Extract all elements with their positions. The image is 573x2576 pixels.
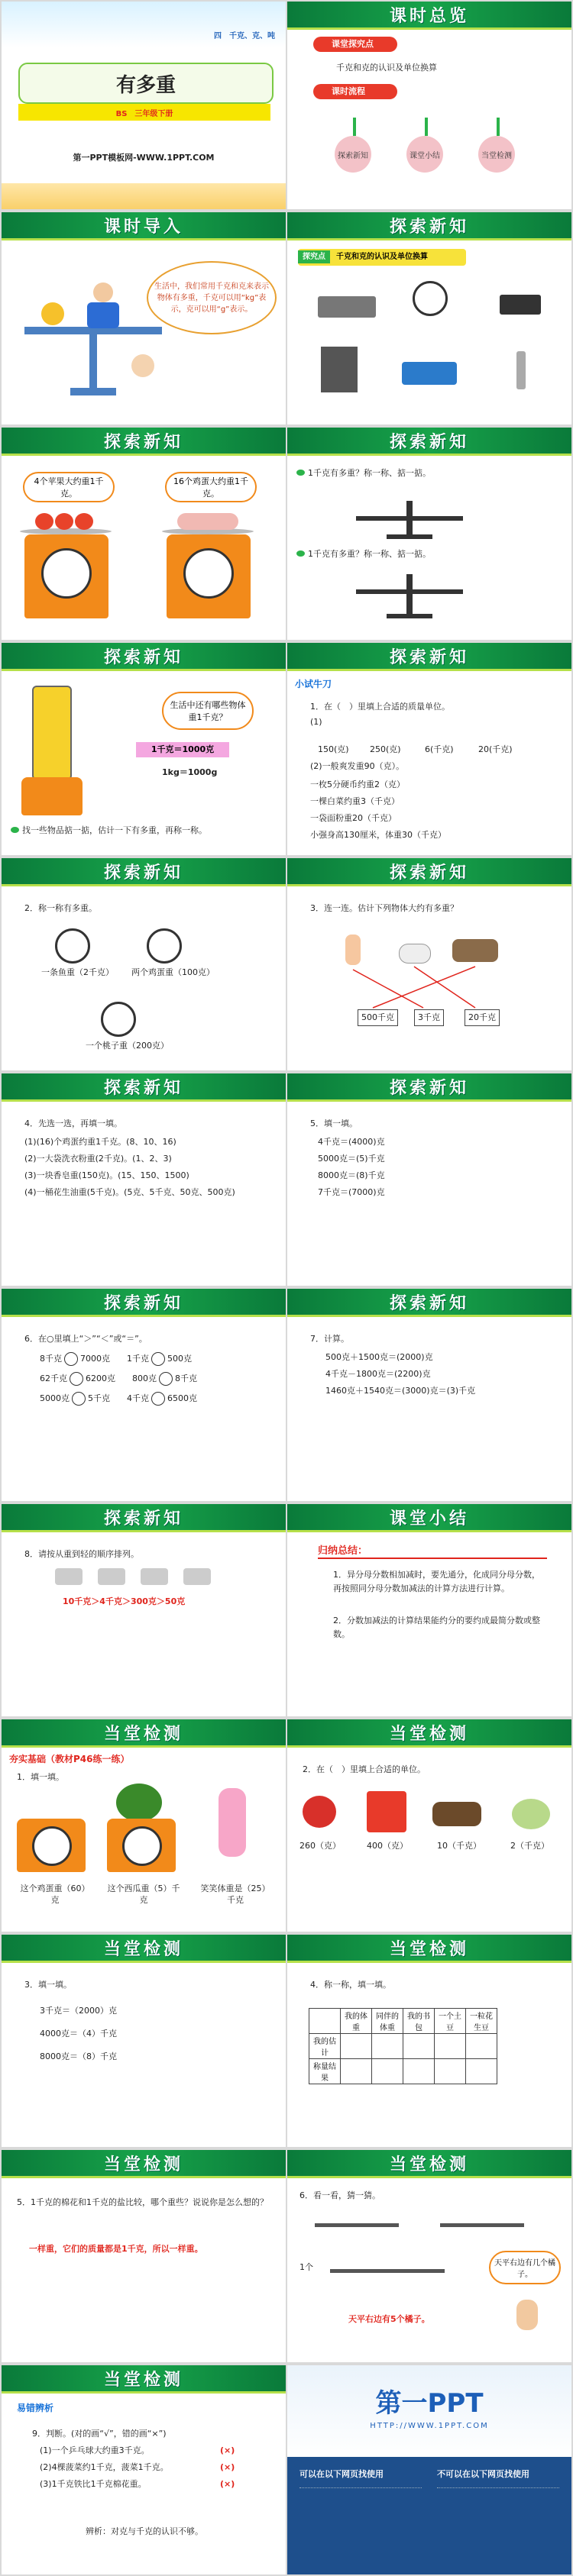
melon-dial: [122, 1826, 162, 1866]
slide-practice-3: [287, 858, 571, 1070]
section-head: 夯实基础（教材P46练一练）: [9, 1754, 130, 1764]
weight-table: [309, 2008, 497, 2084]
flag-1: [353, 118, 356, 136]
balance-pillar: [89, 334, 97, 388]
balance-2: [440, 2223, 524, 2227]
slide-header: 当堂检测: [287, 1719, 571, 1748]
row-label: 称量结果: [309, 2059, 341, 2084]
unit-label: 四 千克、克、吨: [214, 32, 275, 40]
flow-step-3: 当堂检测: [478, 136, 515, 173]
line-1: 3千克＝（2000）克: [40, 2006, 117, 2016]
slide-header: 当堂检测: [287, 2150, 571, 2178]
question: 3．连一连。估计下列物体大约有多重？: [310, 903, 458, 913]
girl: [219, 1788, 246, 1857]
footer-text: 第一PPT模板网-WWW.1PPT.COM: [73, 153, 215, 163]
slide-header: 探索新知: [287, 1073, 571, 1102]
slide-ad: [287, 2365, 571, 2574]
answer: 一样重，它们的质量都是1千克，所以一样重。: [29, 2244, 203, 2254]
table-header: 一个土豆: [435, 2009, 466, 2034]
line-3: (3)一块香皂重(150克)。(15、150、1500): [24, 1170, 189, 1180]
compare-row-2: 62千克 6200克 800克 8千克: [40, 1371, 197, 1386]
balance-2-pillar: [406, 574, 413, 617]
slide-practice-5: [287, 1073, 571, 1286]
slide-practice-7: [287, 1289, 571, 1501]
apple: [303, 1796, 336, 1828]
section-head: 小试牛刀: [295, 679, 332, 689]
bubble-apples: 4个苹果大约重1千克。: [23, 472, 115, 502]
bubble-guess: 天平右边有几个橘子。: [489, 2251, 561, 2284]
detergent-bag: [367, 1791, 406, 1832]
table-row: [309, 2059, 497, 2084]
egg-dial: [32, 1826, 72, 1866]
summary-rule: [318, 1558, 547, 1559]
statement-1: (1)一个乒乓球大约重3千克。: [40, 2445, 150, 2455]
answer: 天平右边有5个橘子。: [348, 2314, 430, 2324]
oil-scale: [21, 777, 83, 815]
page-title: 有多重: [115, 73, 176, 97]
slide-practice-1: [287, 643, 571, 855]
flag-3: [497, 118, 500, 136]
speech-bubble: 生活中，我们常用千克和克来表示物体有多重，千克可以用“kg”表示，克可以用“g”表示。: [147, 261, 277, 334]
caption-egg: 这个鸡蛋重（60）克: [20, 1884, 90, 1905]
line-4: 小强身高130厘米，体重30（千克）: [310, 830, 446, 840]
platform-scale: [321, 347, 358, 392]
table-row: [309, 2034, 497, 2059]
line-3: 一袋面粉重20（千克）: [310, 813, 397, 823]
item-weight-3: [141, 1568, 168, 1585]
link-list-right: [437, 2487, 559, 2557]
mark-1: (×): [220, 2445, 235, 2455]
watermelon: [116, 1784, 162, 1822]
slide-practice-6: [2, 1289, 286, 1501]
value-3: 10（千克）: [437, 1841, 481, 1851]
item-weight-1: [55, 1568, 83, 1585]
item-2: 250(克): [370, 744, 401, 754]
oil-bottle: [32, 686, 72, 780]
line-3: 8000克＝(8)千克: [318, 1170, 385, 1180]
question: 4．先选一选，再填一填。: [24, 1119, 122, 1128]
table-header: [309, 2009, 341, 2034]
eggs: [177, 513, 238, 530]
slide-header: 当堂检测: [2, 2365, 286, 2394]
line-4: (4)一桶花生油重(5千克)。(5克、5千克、50克、500克): [24, 1187, 235, 1197]
apple: [75, 513, 93, 530]
statement-3: (3)1千克铁比1千克棉花重。: [40, 2479, 147, 2489]
slide-test-2: [287, 1719, 571, 1932]
egg-scale: [147, 928, 182, 964]
cabbage: [512, 1799, 550, 1829]
dial-left: [41, 548, 92, 599]
summary-point-1: 1．异分母分数相加减时，要先通分，化成同分母分数，再按照同分母分数加减法的计算方法进行计算。: [333, 1570, 540, 1593]
balance-1-base: [387, 534, 432, 539]
slide-header: 探索新知: [2, 1073, 286, 1102]
value-1: 260（克）: [299, 1841, 341, 1851]
line-4: 7千克＝(7000)克: [318, 1187, 385, 1197]
question: 4．称一称，填一填。: [310, 1980, 391, 1990]
flag-2: [425, 118, 428, 136]
line-1: 一枚5分硬币约重2（克）: [310, 780, 405, 789]
dial-right: [183, 548, 234, 599]
slide-header: 当堂检测: [2, 1935, 286, 1963]
mark-2: (×): [220, 2462, 235, 2472]
line-1: 4千克＝(4000)克: [318, 1137, 385, 1147]
caption-melon: 这个西瓜重（5）千克: [107, 1884, 180, 1905]
slide-header: 课时导入: [2, 212, 286, 240]
one-label: 1个: [299, 2262, 313, 2272]
table-header: 我的书包: [403, 2009, 435, 2034]
label-fish: 一条鱼重（2千克）: [41, 967, 114, 977]
row-label: 我的估计: [309, 2034, 341, 2059]
table-header: 一粒花生豆: [466, 2009, 497, 2034]
title-box: [18, 63, 274, 104]
grandpa-head: [131, 354, 154, 377]
line-3: 1460克＋1540克＝(3000)克＝(3)千克: [325, 1386, 476, 1396]
boy-head: [93, 282, 113, 302]
balance-3: [330, 2269, 445, 2273]
line-2: (2)一大袋洗衣粉重(2千克)。(1、2、3): [24, 1154, 172, 1164]
weight-2: 3千克: [414, 1009, 444, 1026]
hanging-scale: [516, 351, 526, 389]
line-2: 一棵白菜约重3（千克）: [310, 796, 400, 806]
pan-balance: [402, 362, 457, 385]
question: 找一些物品掂一掂，估计一下有多重，再称一称。: [11, 823, 207, 838]
line-1: (1)(16)个鸡蛋约重1千克。(8、10、16): [24, 1137, 176, 1147]
section-1-text: 千克和克的认识及单位换算: [336, 63, 437, 73]
electronic-scale: [318, 296, 376, 318]
weight-1: 500千克: [358, 1009, 398, 1026]
summary-point-2: 2．分数加减法的计算结果能约分的要约成最简分数或整数。: [333, 1616, 540, 1639]
slide-explore-4: [2, 643, 286, 855]
slide-test-6: [287, 2150, 571, 2362]
chick: [41, 302, 64, 325]
slide-explore-2: [2, 428, 286, 640]
question: 1．填一填。: [17, 1772, 64, 1782]
slide-header: 当堂检测: [2, 2150, 286, 2178]
slide-header: 探索新知: [2, 428, 286, 456]
slide-header: 当堂检测: [2, 1719, 286, 1748]
slide-header: 探索新知: [2, 1289, 286, 1317]
question-1b: 1千克有多重？称一称、掂一掂。: [296, 547, 431, 562]
item-3: 6(千克): [425, 744, 454, 754]
flow-step-1: 探索新知: [335, 136, 371, 173]
slide-header: 探索新知: [2, 858, 286, 886]
slide-test-1: [2, 1719, 286, 1932]
section-1-badge: 课堂探究点: [313, 37, 397, 52]
value-2: 400（克）: [367, 1841, 408, 1851]
dog: [432, 1802, 481, 1826]
fish-scale: [55, 928, 90, 964]
line-2: 4000克＝（4）千克: [40, 2029, 117, 2039]
question: 5．1千克的棉花和1千克的盐比较，哪个重些？说说你是怎么想的？: [17, 2197, 268, 2207]
slide-practice-8: [2, 1504, 286, 1716]
slide-header: 探索新知: [287, 643, 571, 671]
slide-header: 探索新知: [287, 1289, 571, 1317]
ground: [2, 183, 286, 209]
label-eggs: 两个鸡蛋重（100克）: [131, 967, 215, 977]
balance-1: [315, 2223, 399, 2227]
question: 5．填一填。: [310, 1119, 358, 1128]
question: 7．计算。: [310, 1334, 349, 1344]
slide-header: 当堂检测: [287, 1935, 571, 1963]
slide-summary: [287, 1504, 571, 1716]
item-4: 20(千克): [478, 744, 513, 754]
slide-header: 探索新知: [2, 643, 286, 671]
table-header: 同伴的体重: [372, 2009, 403, 2034]
usage-not-allowed: 不可以在以下网页找使用: [437, 2469, 529, 2479]
child: [516, 2300, 538, 2330]
label-peach: 一个桃子重（200克）: [86, 1041, 169, 1051]
slide-overview: [287, 2, 571, 209]
statement-2: (2)4棵菠菜约1千克，菠菜1千克。: [40, 2462, 169, 2472]
balance-1-pillar: [406, 501, 413, 537]
slide-test-3: [2, 1935, 286, 2147]
section-head: 易错辨析: [17, 2403, 54, 2413]
line-2: 5000克＝(5)千克: [318, 1154, 385, 1164]
line-1: 500克＋1500克＝(2000)克: [325, 1352, 433, 1362]
bubble-eggs: 16个鸡蛋大约重1千克。: [165, 472, 257, 502]
slide-test-4: [287, 1935, 571, 2147]
question: 2．在（ ）里填上合适的单位。: [303, 1764, 426, 1774]
balance-foot: [70, 388, 116, 395]
slide-title: [2, 2, 286, 209]
balance-2-base: [387, 614, 432, 618]
line-3: 8000克＝（8）千克: [40, 2051, 117, 2061]
q1: 1．在（ ）里填上合适的质量单位。: [310, 702, 450, 712]
weight-3: 20千克: [465, 1009, 500, 1026]
apple: [35, 513, 53, 530]
spring-scale: [413, 281, 448, 316]
question: 3．填一填。: [24, 1980, 72, 1990]
value-4: 2（千克）: [510, 1841, 549, 1851]
peach-scale: [101, 1002, 136, 1037]
item-1: 150(克): [318, 744, 349, 754]
section-2-badge: 课时流程: [313, 84, 397, 99]
compare-row-1: 8千克 7000克 1千克 500克: [40, 1351, 192, 1367]
slide-explore-3: [287, 428, 571, 640]
question: 9．判断。(对的画“√”，错的画“×”): [32, 2429, 167, 2439]
question: 8．请按从重到轻的顺序排列。: [24, 1549, 139, 1559]
flow-step-2: 课堂小结: [406, 136, 443, 173]
q2: (2)一般爽发重90（克）。: [310, 761, 405, 771]
brand-url: HTTP://WWW.1PPT.COM: [370, 2422, 489, 2430]
slide-header: 探索新知: [287, 858, 571, 886]
usage-allowed: 可以在以下网页找使用: [299, 2469, 384, 2479]
slide-header: 课堂小结: [287, 1504, 571, 1532]
link-list-left: [299, 2487, 422, 2557]
slide-practice-2: [2, 858, 286, 1070]
equation-box: 1千克＝1000克: [136, 742, 229, 757]
slide-header: 探索新知: [2, 1504, 286, 1532]
item-weight-2: [98, 1568, 125, 1585]
mark-3: (×): [220, 2479, 235, 2489]
slide-explore-1: [287, 212, 571, 424]
grade-bar: BS 三年级下册: [18, 104, 270, 121]
slide-header: 探索新知: [287, 212, 571, 240]
brand-logo: 第一PPT: [375, 2388, 484, 2419]
slide-test-5: [2, 2150, 286, 2362]
slide-intro: [2, 212, 286, 424]
question: 2．称一称有多重。: [24, 903, 97, 913]
slide-header: 课时总览: [287, 2, 571, 30]
explore-tag: 探究点 千克和克的认识及单位换算: [298, 249, 466, 266]
slide-header: 探索新知: [287, 428, 571, 456]
table-header-row: [309, 2009, 497, 2034]
caption-girl: 笑笑体重是（25）千克: [200, 1884, 270, 1905]
table-header: 我的体重: [341, 2009, 372, 2034]
question: 6．看一看，猜一猜。: [299, 2190, 380, 2200]
summary-head: 归纳总结：: [318, 1545, 368, 1557]
bubble-question: 生活中还有哪些物体重1千克？: [162, 692, 254, 730]
order-answer: 10千克＞4千克＞300克＞50克: [63, 1596, 186, 1606]
question: 6．在○里填上“＞”“＜”或“＝”。: [24, 1334, 147, 1344]
slide-test-7: [2, 2365, 286, 2574]
line-2: 4千克－1800克＝(2200)克: [325, 1369, 431, 1379]
boy-body: [87, 302, 119, 328]
equation-2: 1kg＝1000g: [162, 767, 218, 777]
note: 辨析：对克与千克的认识不够。: [86, 2526, 203, 2536]
q1-sub: (1): [310, 717, 322, 727]
apple: [55, 513, 73, 530]
match-lines: [287, 858, 571, 1070]
question-1: 1千克有多重？称一称、掂一掂。: [296, 466, 431, 481]
compare-row-3: 5000克 5千克 4千克 6500克: [40, 1391, 197, 1406]
item-weight-4: [183, 1568, 211, 1585]
sky: [2, 2, 286, 47]
slide-practice-4: [2, 1073, 286, 1286]
kitchen-scale: [500, 295, 541, 315]
